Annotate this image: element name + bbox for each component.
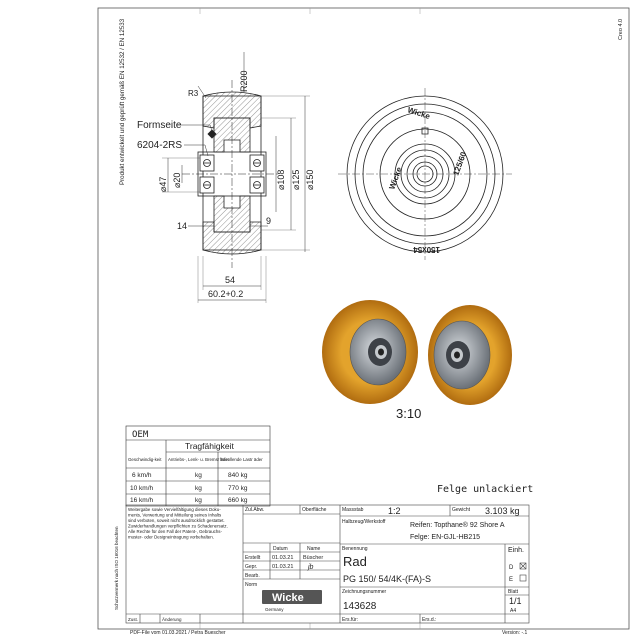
felge-note: Felge unlackiert — [437, 484, 534, 495]
werkstoff-rim: Felge: EN-GJL-HB215 — [410, 534, 481, 541]
dim-60: 60.2+0.2 — [208, 289, 244, 299]
oem-row-free: 840 kg — [228, 472, 248, 479]
cad-version-note: Creo 4.0 — [618, 18, 624, 40]
halbzeug-label: Halbzeug/Werkstoff — [342, 519, 386, 525]
dim-r3: R3 — [188, 89, 199, 98]
wheel-brand-top: Wicke — [406, 105, 432, 122]
logo-sub: Germany — [265, 607, 284, 612]
dim-d20: ⌀20 — [172, 172, 182, 188]
footer-version: Version: -.1 — [502, 630, 528, 636]
oem-title: OEM — [132, 430, 149, 440]
logo-text: Wicke — [272, 592, 304, 604]
oem-header-speed: Geschwindig-keit — [128, 457, 162, 462]
oem-row-speed: 10 km/h — [130, 485, 154, 492]
zeichnungsnummer-value: 143628 — [343, 601, 377, 612]
zeichnungsnummer-label: Zeichnungsnummer — [342, 589, 387, 595]
gewicht-label: Gewicht — [452, 507, 471, 513]
erstellt-date: 01.03.21 — [272, 555, 294, 561]
bearing-label: 6204-2RS — [137, 140, 183, 151]
gepr-date: 01.03.21 — [272, 564, 294, 570]
einheit-label: Einh. — [508, 547, 524, 554]
oem-row-speed: 16 km/h — [130, 497, 154, 504]
oem-row-free: 660 kg — [228, 497, 248, 504]
oem-row-drive: kg — [195, 485, 202, 492]
zul-abw-label: Zul.Abw. — [245, 507, 265, 513]
legal-text-line: Zuwiderhandlungen verpflichten zu Schadenersatz. — [128, 523, 228, 529]
dim-9: 9 — [266, 216, 272, 226]
zust-label: Zust. — [128, 617, 139, 622]
oberflaeche-label: Oberfläche — [302, 507, 327, 513]
oem-tragfaehigkeit: Tragfähigkeit — [185, 441, 234, 451]
wheel-size-rim: 125/60 — [451, 150, 469, 177]
protection-note: Schutzvermerk nach ISO 16016 beachten — [114, 526, 119, 610]
dim-d125: ⌀125 — [291, 169, 301, 190]
dimension-lines — [162, 52, 310, 303]
aenderung-label: Änderung — [162, 617, 182, 622]
legal-text-line: muster- oder Designeintragung vorbehalten. — [128, 534, 214, 540]
massstab-value: 1:2 — [388, 506, 401, 516]
oem-row-drive: kg — [195, 497, 202, 504]
wheel-size-tyre: 150x54 — [413, 245, 440, 254]
ers-fuer-label: Ers.für: — [342, 617, 359, 623]
oem-header-drive: Antriebs-, Lenk- u. Bremsr äder — [168, 457, 230, 462]
legal-text-line: Alle Rechte für den Fall der Patent-, Gebrauchs- — [128, 529, 222, 534]
blatt-label: Blatt — [508, 589, 519, 595]
einheit-d: D — [509, 565, 514, 571]
legal-text-line: Weitergabe sowie Vervielfältigung dieses Doku- — [128, 507, 221, 512]
oem-row-drive: kg — [195, 472, 202, 479]
gewicht-value: 3.103 kg — [485, 506, 520, 516]
wheel-render-right — [428, 305, 512, 405]
legal-text-line: ments, Verwertung und Mitteilung seines Inhalts — [128, 512, 222, 518]
dim-d150: ⌀150 — [305, 169, 315, 190]
massstab-label: Massstab — [342, 507, 364, 513]
benennung-sub: PG 150/ 54/4K-(FA)-S — [343, 574, 432, 584]
dim-r200: R200 — [239, 70, 249, 92]
erstellt-label: Erstellt — [245, 555, 261, 561]
bearb-label: Bearb. — [245, 573, 260, 579]
footer-pdf-note: PDF-File vom 01.03.2021 / Petra Buescher — [130, 630, 226, 636]
datum-label: Datum — [273, 546, 288, 552]
oem-row-free: 770 kg — [228, 485, 248, 492]
wicke-logo — [262, 590, 322, 612]
wheel-render-left — [322, 300, 418, 404]
dim-14: 14 — [177, 221, 188, 231]
dim-d108: ⌀108 — [276, 169, 286, 190]
norm-label: Norm — [245, 582, 258, 588]
format-label: A4 — [510, 608, 517, 614]
legal-text-line: sind verboten, soweit nicht ausdrücklich gestattet. — [128, 518, 225, 523]
blatt-value: 1/1 — [509, 596, 522, 606]
gepr-label: Gepr. — [245, 564, 258, 570]
benennung-value: Rad — [343, 554, 367, 569]
dim-54: 54 — [225, 275, 236, 285]
formseite-label: Formseite — [137, 120, 182, 131]
oem-row-speed: 6 km/h — [132, 472, 152, 479]
scale-caption: 3:10 — [396, 406, 422, 421]
einheit-e: E — [509, 577, 514, 583]
ers-durch-label: Ers.d.: — [422, 617, 437, 623]
name-label: Name — [307, 546, 321, 552]
vertical-standard-note: Produkt entwickelt und geprüft gemäß EN 12532 / EN 12533 — [119, 18, 126, 185]
werkstoff-tyre: Reifen: Topthane® 92 Shore A — [410, 522, 505, 529]
gepr-signature: jb — [308, 564, 314, 571]
dim-d47: ⌀47 — [158, 176, 168, 192]
section-view — [182, 80, 280, 268]
oem-header-free: freirollende Lastr äder — [220, 457, 263, 462]
wheel-brand-left: Wicke — [387, 165, 404, 191]
benennung-label: Benennung — [342, 546, 368, 552]
erstellt-name: Büscher — [303, 555, 324, 561]
